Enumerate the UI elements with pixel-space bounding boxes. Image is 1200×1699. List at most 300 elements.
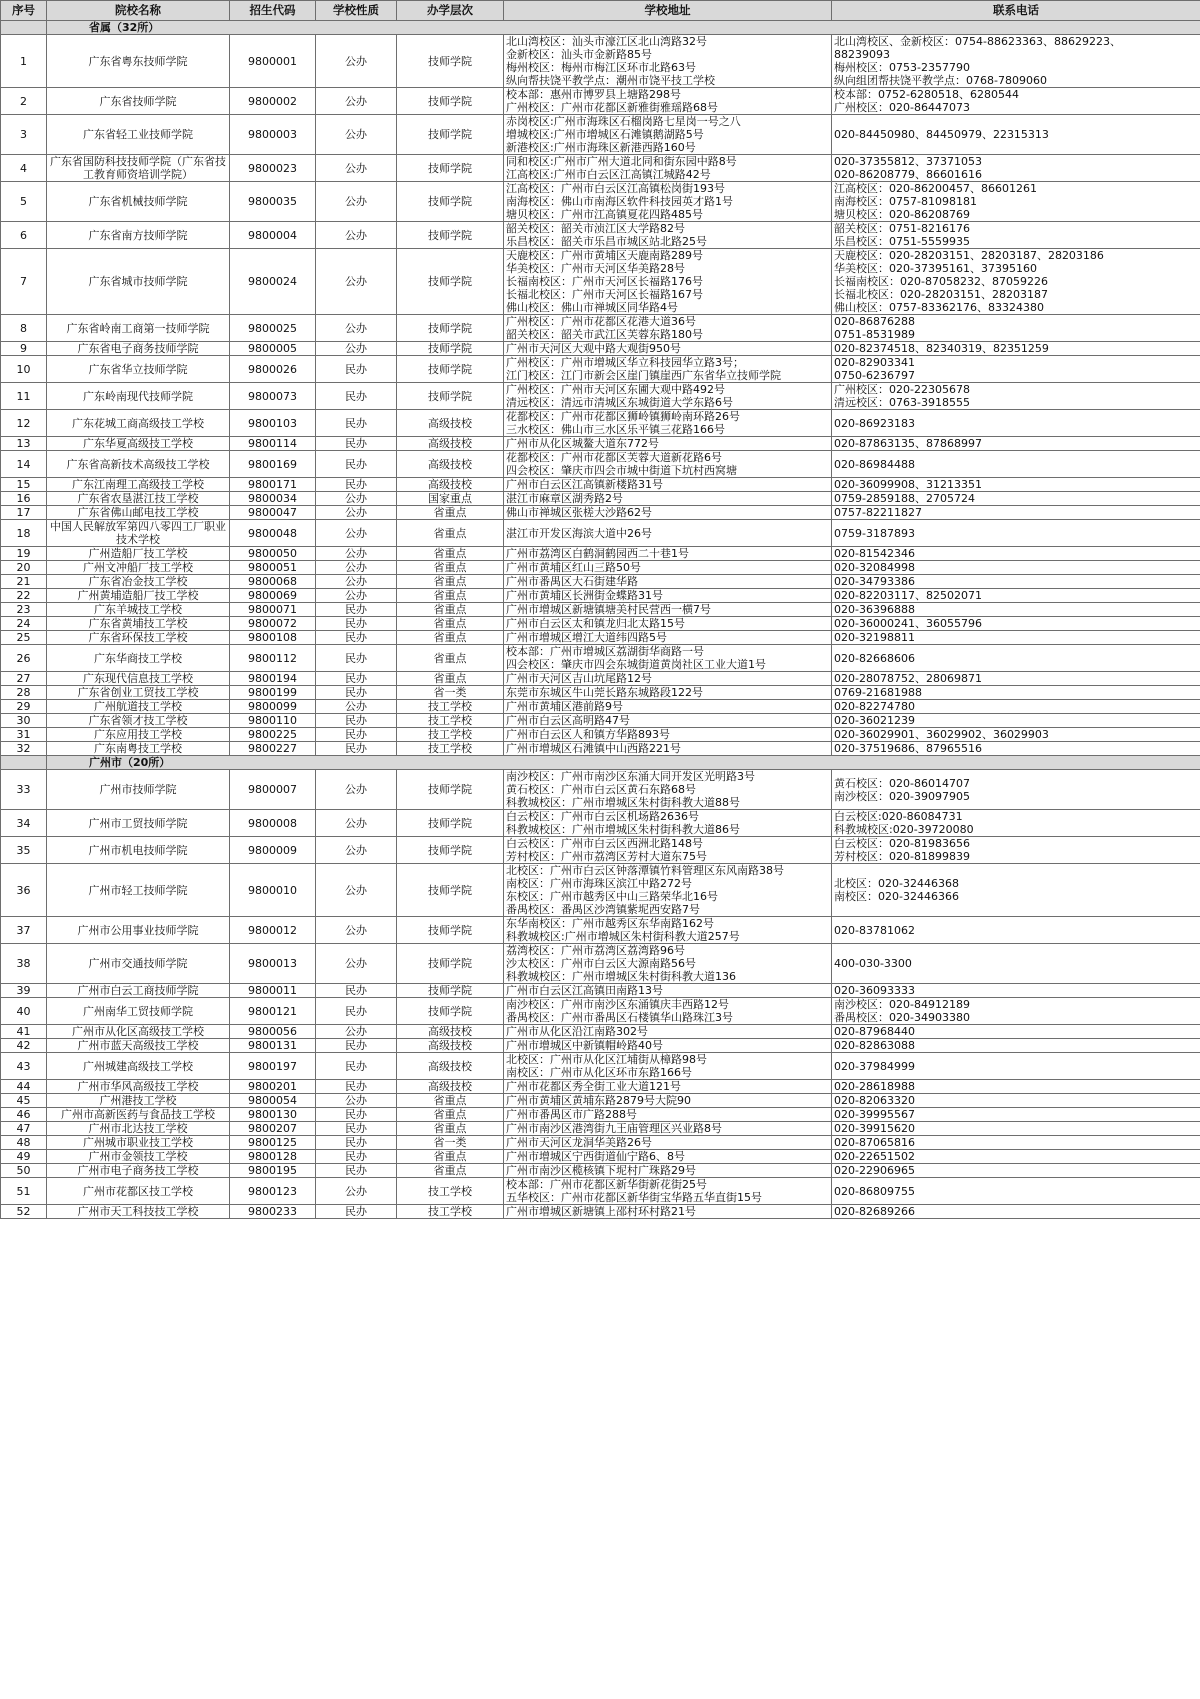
school-code: 9800024 <box>230 249 316 315</box>
school-nature: 民办 <box>316 645 397 672</box>
school-phone: 020-86984488 <box>832 451 1200 478</box>
school-code: 9800004 <box>230 222 316 249</box>
school-level: 省重点 <box>397 1094 504 1108</box>
school-name: 广州市花都区技工学校 <box>47 1178 230 1205</box>
school-address: 广州市番禺区大石街建华路 <box>504 575 832 589</box>
school-name: 广州市公用事业技师学院 <box>47 917 230 944</box>
school-address: 广州市黄埔区黄埔东路2879号大院90 <box>504 1094 832 1108</box>
row-no: 36 <box>1 864 47 917</box>
school-address: 广州市白云区太和镇龙归北太路15号 <box>504 617 832 631</box>
header-name: 院校名称 <box>47 1 230 21</box>
row-no: 43 <box>1 1053 47 1080</box>
school-code: 9800108 <box>230 631 316 645</box>
table-row <box>1 155 1200 182</box>
school-phone: 020-81542346 <box>832 547 1200 561</box>
school-level: 技师学院 <box>397 249 504 315</box>
row-no: 18 <box>1 520 47 547</box>
table-row <box>1 1164 1200 1178</box>
school-nature: 公办 <box>316 506 397 520</box>
school-phone: 020-83781062 <box>832 917 1200 944</box>
school-nature: 公办 <box>316 810 397 837</box>
row-no: 49 <box>1 1150 47 1164</box>
school-phone: 0757-82211827 <box>832 506 1200 520</box>
school-address: 广州市从化区沿江南路302号 <box>504 1025 832 1039</box>
school-name: 广州市高新医药与食品技工学校 <box>47 1108 230 1122</box>
school-level: 技工学校 <box>397 728 504 742</box>
school-phone: 广州校区：020-22305678 清远校区：0763-3918555 <box>832 383 1200 410</box>
school-code: 9800073 <box>230 383 316 410</box>
school-nature: 民办 <box>316 617 397 631</box>
school-code: 9800011 <box>230 984 316 998</box>
school-address: 广州市黄埔区港前路9号 <box>504 700 832 714</box>
school-nature: 民办 <box>316 1122 397 1136</box>
school-level: 技工学校 <box>397 700 504 714</box>
school-address: 同和校区:广州市广州大道北同和街东园中路8号 江高校区:广州市白云区江高镇江城路42号 <box>504 155 832 182</box>
row-no: 23 <box>1 603 47 617</box>
school-code: 9800035 <box>230 182 316 222</box>
row-no: 20 <box>1 561 47 575</box>
school-code: 9800026 <box>230 356 316 383</box>
table-row <box>1 1039 1200 1053</box>
school-address: 花都校区：广州市花都区狮岭镇狮岭南环路26号 三水校区：佛山市三水区乐平镇三花路166号 <box>504 410 832 437</box>
school-nature: 公办 <box>316 547 397 561</box>
row-no: 30 <box>1 714 47 728</box>
school-code: 9800121 <box>230 998 316 1025</box>
school-nature: 公办 <box>316 589 397 603</box>
table-row <box>1 1150 1200 1164</box>
table-row <box>1 984 1200 998</box>
school-level: 高级技校 <box>397 437 504 451</box>
school-level: 技师学院 <box>397 342 504 356</box>
school-nature: 民办 <box>316 1053 397 1080</box>
section-blank-cell <box>1 21 47 35</box>
school-name: 广东省农垦湛江技工学校 <box>47 492 230 506</box>
table-row <box>1 1178 1200 1205</box>
school-level: 技师学院 <box>397 155 504 182</box>
school-code: 9800007 <box>230 770 316 810</box>
school-level: 技工学校 <box>397 742 504 756</box>
school-code: 9800068 <box>230 575 316 589</box>
row-no: 45 <box>1 1094 47 1108</box>
school-level: 技工学校 <box>397 714 504 728</box>
school-name: 中国人民解放军第四八零四工厂职业技术学校 <box>47 520 230 547</box>
school-address: 广州校区：广州市天河区东圃大观中路492号 清远校区：清远市清城区东城街道大学东路6号 <box>504 383 832 410</box>
header-level: 办学层次 <box>397 1 504 21</box>
school-level: 省重点 <box>397 617 504 631</box>
school-name: 广州市轻工技师学院 <box>47 864 230 917</box>
table-row <box>1 356 1200 383</box>
school-address: 东华南校区：广州市越秀区东华南路162号 科教城校区:广州市增城区朱村街科教大道257号 <box>504 917 832 944</box>
school-name: 广州市华风高级技工学校 <box>47 1080 230 1094</box>
school-name: 广东省领才技工学校 <box>47 714 230 728</box>
row-no: 33 <box>1 770 47 810</box>
row-no: 40 <box>1 998 47 1025</box>
school-nature: 公办 <box>316 1094 397 1108</box>
school-address: 广州校区：广州市增城区华立科技园华立路3号； 江门校区：江门市新会区崖门镇崖西广东省华立技师学院 <box>504 356 832 383</box>
school-code: 9800233 <box>230 1205 316 1219</box>
table-row <box>1 315 1200 342</box>
school-phone: 白云校区:020-86084731 科教城校区:020-39720080 <box>832 810 1200 837</box>
school-name: 广州市交通技师学院 <box>47 944 230 984</box>
school-address: 广州市白云区高明路47号 <box>504 714 832 728</box>
school-nature: 民办 <box>316 1136 397 1150</box>
table-row <box>1 115 1200 155</box>
school-name: 广州黄埔造船厂技工学校 <box>47 589 230 603</box>
school-address: 广州市天河区龙洞华美路26号 <box>504 1136 832 1150</box>
school-level: 省重点 <box>397 1164 504 1178</box>
school-level: 高级技校 <box>397 451 504 478</box>
school-name: 广东省高新技术高级技工学校 <box>47 451 230 478</box>
school-level: 省重点 <box>397 589 504 603</box>
school-nature: 公办 <box>316 770 397 810</box>
school-address: 广州市黄埔区长洲街金蝶路31号 <box>504 589 832 603</box>
school-code: 9800227 <box>230 742 316 756</box>
school-phone: 020-82689266 <box>832 1205 1200 1219</box>
school-phone: 020-37984999 <box>832 1053 1200 1080</box>
school-phone: 020-28618988 <box>832 1080 1200 1094</box>
school-nature: 民办 <box>316 1205 397 1219</box>
school-name: 广州市金领技工学校 <box>47 1150 230 1164</box>
school-nature: 民办 <box>316 1080 397 1094</box>
school-phone: 020-22651502 <box>832 1150 1200 1164</box>
school-address: 白云校区：广州市白云区机场路2636号 科教城校区：广州市增城区朱村街科教大道86号 <box>504 810 832 837</box>
school-code: 9800130 <box>230 1108 316 1122</box>
table-row <box>1 342 1200 356</box>
school-name: 广州市北达技工学校 <box>47 1122 230 1136</box>
school-address: 北山湾校区：汕头市濠江区北山湾路32号 金新校区：汕头市金新路85号 梅州校区：梅州市梅江区环市北路63号 纵向帮扶饶平教学点：潮州市饶平技工学校 <box>504 35 832 88</box>
school-code: 9800071 <box>230 603 316 617</box>
header-address: 学校地址 <box>504 1 832 21</box>
table-row <box>1 728 1200 742</box>
school-nature: 公办 <box>316 88 397 115</box>
school-name: 广州市工贸技师学院 <box>47 810 230 837</box>
table-row <box>1 35 1200 88</box>
school-name: 广东省轻工业技师学院 <box>47 115 230 155</box>
table-row <box>1 1136 1200 1150</box>
table-row <box>1 1122 1200 1136</box>
school-phone: 020-87863135、87868997 <box>832 437 1200 451</box>
school-code: 9800023 <box>230 155 316 182</box>
school-level: 技师学院 <box>397 984 504 998</box>
school-name: 广东华夏高级技工学校 <box>47 437 230 451</box>
school-phone: 020-39995567 <box>832 1108 1200 1122</box>
school-address: 广州市天河区吉山坑尾路12号 <box>504 672 832 686</box>
row-no: 7 <box>1 249 47 315</box>
school-name: 广州市白云工商技师学院 <box>47 984 230 998</box>
school-phone: 韶关校区：0751-8216176 乐昌校区：0751-5559935 <box>832 222 1200 249</box>
school-code: 9800114 <box>230 437 316 451</box>
row-no: 32 <box>1 742 47 756</box>
school-code: 9800197 <box>230 1053 316 1080</box>
school-name: 广东省机械技师学院 <box>47 182 230 222</box>
row-no: 51 <box>1 1178 47 1205</box>
school-level: 技师学院 <box>397 222 504 249</box>
school-name: 广东省佛山邮电技工学校 <box>47 506 230 520</box>
school-address: 湛江市麻章区湖秀路2号 <box>504 492 832 506</box>
school-code: 9800047 <box>230 506 316 520</box>
school-nature: 公办 <box>316 115 397 155</box>
school-address: 湛江市开发区海滨大道中26号 <box>504 520 832 547</box>
school-code: 9800225 <box>230 728 316 742</box>
school-nature: 民办 <box>316 672 397 686</box>
school-name: 广东省技师学院 <box>47 88 230 115</box>
school-level: 技师学院 <box>397 182 504 222</box>
row-no: 38 <box>1 944 47 984</box>
school-address: 南沙校区：广州市南沙区东涌镇庆丰西路12号 番禺校区：广州市番禺区石楼镇华山路珠江3号 <box>504 998 832 1025</box>
school-name: 广州南华工贸技师学院 <box>47 998 230 1025</box>
school-phone: 020-82203117、82502071 <box>832 589 1200 603</box>
table-row <box>1 1080 1200 1094</box>
school-address: 校本部：广州市花都区新华街新花街25号 五华校区：广州市花都区新华街宝华路五华直街15号 <box>504 1178 832 1205</box>
header-code: 招生代码 <box>230 1 316 21</box>
school-level: 省重点 <box>397 603 504 617</box>
school-level: 省重点 <box>397 547 504 561</box>
school-level: 技师学院 <box>397 998 504 1025</box>
school-level: 省一类 <box>397 1136 504 1150</box>
school-phone: 020-37355812、37371053 020-86208779、86601616 <box>832 155 1200 182</box>
school-code: 9800112 <box>230 645 316 672</box>
school-level: 高级技校 <box>397 478 504 492</box>
table-row <box>1 672 1200 686</box>
school-address: 广州市天河区大观中路大观街950号 <box>504 342 832 356</box>
school-address: 广州市荔湾区白鹤洞鹤园西二十巷1号 <box>504 547 832 561</box>
row-no: 29 <box>1 700 47 714</box>
school-nature: 公办 <box>316 561 397 575</box>
row-no: 12 <box>1 410 47 437</box>
school-name: 广东省岭南工商第一技师学院 <box>47 315 230 342</box>
school-phone: 天鹿校区：020-28203151、28203187、28203186 华美校区：020-37395161、37395160 长福南校区：020-87058232、87059226 长福北校区：020-28203151、28203187 佛山校区：0757-83362176、83324380 <box>832 249 1200 315</box>
school-name: 广东省南方技师学院 <box>47 222 230 249</box>
table-row <box>1 1094 1200 1108</box>
school-name: 广州市蓝天高级技工学校 <box>47 1039 230 1053</box>
school-level: 省重点 <box>397 672 504 686</box>
row-no: 11 <box>1 383 47 410</box>
school-code: 9800125 <box>230 1136 316 1150</box>
table-row <box>1 410 1200 437</box>
school-nature: 民办 <box>316 998 397 1025</box>
school-phone: 0759-2859188、2705724 <box>832 492 1200 506</box>
row-no: 31 <box>1 728 47 742</box>
school-name: 广州市电子商务技工学校 <box>47 1164 230 1178</box>
school-code: 9800003 <box>230 115 316 155</box>
school-phone: 020-82274780 <box>832 700 1200 714</box>
row-no: 42 <box>1 1039 47 1053</box>
school-name: 广东省环保技工学校 <box>47 631 230 645</box>
school-nature: 民办 <box>316 714 397 728</box>
section-title: 省属（32所） <box>47 21 1200 35</box>
school-level: 技师学院 <box>397 837 504 864</box>
school-address: 广州校区：广州市花都区花港大道36号 韶关校区：韶关市武江区芙蓉东路180号 <box>504 315 832 342</box>
school-code: 9800001 <box>230 35 316 88</box>
school-address: 广州市番禺区市广路288号 <box>504 1108 832 1122</box>
school-level: 高级技校 <box>397 1080 504 1094</box>
school-phone: 020-34793386 <box>832 575 1200 589</box>
school-name: 广州市机电技师学院 <box>47 837 230 864</box>
school-name: 广东南粤技工学校 <box>47 742 230 756</box>
table-row <box>1 589 1200 603</box>
school-level: 技师学院 <box>397 944 504 984</box>
school-name: 广州城市职业技工学校 <box>47 1136 230 1150</box>
school-phone: 白云校区：020-81983656 芳村校区：020-81899839 <box>832 837 1200 864</box>
school-nature: 民办 <box>316 742 397 756</box>
school-phone: 020-84450980、84450979、22315313 <box>832 115 1200 155</box>
school-phone: 黄石校区：020-86014707 南沙校区：020-39097905 <box>832 770 1200 810</box>
table-row <box>1 383 1200 410</box>
row-no: 52 <box>1 1205 47 1219</box>
table-row <box>1 714 1200 728</box>
section-blank-cell <box>1 756 47 770</box>
school-level: 技师学院 <box>397 115 504 155</box>
school-address: 赤岗校区:广州市海珠区石榴岗路七星岗一号之八 增城校区:广州市增城区石滩镇鹅湖路5号 新港校区:广州市海珠区新港西路160号 <box>504 115 832 155</box>
table-row <box>1 770 1200 810</box>
table-row <box>1 917 1200 944</box>
school-level: 技师学院 <box>397 917 504 944</box>
school-nature: 公办 <box>316 249 397 315</box>
school-address: 广州市增城区新塘镇塘美村民营西一横7号 <box>504 603 832 617</box>
header-no: 序号 <box>1 1 47 21</box>
school-nature: 公办 <box>316 837 397 864</box>
school-address: 广州市白云区江高镇田南路13号 <box>504 984 832 998</box>
table-row <box>1 617 1200 631</box>
row-no: 39 <box>1 984 47 998</box>
school-code: 9800201 <box>230 1080 316 1094</box>
table-row <box>1 631 1200 645</box>
table-row <box>1 222 1200 249</box>
row-no: 48 <box>1 1136 47 1150</box>
school-address: 广州市南沙区港湾街九王庙管理区兴业路8号 <box>504 1122 832 1136</box>
section-row <box>1 21 1200 35</box>
school-code: 9800056 <box>230 1025 316 1039</box>
school-level: 技师学院 <box>397 864 504 917</box>
row-no: 41 <box>1 1025 47 1039</box>
school-phone: 020-39915620 <box>832 1122 1200 1136</box>
table-row <box>1 1053 1200 1080</box>
school-level: 省重点 <box>397 1122 504 1136</box>
school-level: 技师学院 <box>397 356 504 383</box>
table-row <box>1 603 1200 617</box>
table-row <box>1 686 1200 700</box>
school-phone: 0759-3187893 <box>832 520 1200 547</box>
school-address: 广州市增城区石滩镇中山西路221号 <box>504 742 832 756</box>
school-address: 校本部：惠州市博罗县上塘路298号 广州校区：广州市花都区新雅街雅瑶路68号 <box>504 88 832 115</box>
row-no: 25 <box>1 631 47 645</box>
table-row <box>1 575 1200 589</box>
row-no: 2 <box>1 88 47 115</box>
table-row <box>1 437 1200 451</box>
school-name: 广州市技师学院 <box>47 770 230 810</box>
row-no: 3 <box>1 115 47 155</box>
school-level: 高级技校 <box>397 1039 504 1053</box>
school-code: 9800009 <box>230 837 316 864</box>
school-level: 省重点 <box>397 561 504 575</box>
school-phone: 020-86923183 <box>832 410 1200 437</box>
row-no: 16 <box>1 492 47 506</box>
school-level: 高级技校 <box>397 1053 504 1080</box>
school-phone: 020-28078752、28069871 <box>832 672 1200 686</box>
school-address: 广州市白云区江高镇新楼路31号 <box>504 478 832 492</box>
school-level: 省重点 <box>397 1108 504 1122</box>
header-row <box>1 1 1200 21</box>
school-code: 9800194 <box>230 672 316 686</box>
school-level: 技师学院 <box>397 810 504 837</box>
school-code: 9800051 <box>230 561 316 575</box>
table-row <box>1 810 1200 837</box>
table-row <box>1 88 1200 115</box>
school-nature: 公办 <box>316 35 397 88</box>
row-no: 28 <box>1 686 47 700</box>
school-code: 9800002 <box>230 88 316 115</box>
school-nature: 民办 <box>316 356 397 383</box>
school-level: 省重点 <box>397 506 504 520</box>
table-row <box>1 547 1200 561</box>
school-address: 广州市黄埔区红山三路50号 <box>504 561 832 575</box>
row-no: 5 <box>1 182 47 222</box>
school-phone: 020-37519686、87965516 <box>832 742 1200 756</box>
school-code: 9800131 <box>230 1039 316 1053</box>
school-level: 高级技校 <box>397 410 504 437</box>
table-row <box>1 478 1200 492</box>
table-body <box>1 21 1200 1219</box>
table-row <box>1 451 1200 478</box>
school-phone: 020-36396888 <box>832 603 1200 617</box>
school-code: 9800207 <box>230 1122 316 1136</box>
school-phone: 江高校区：020-86200457、86601261 南海校区：0757-81098181 塘贝校区：020-86208769 <box>832 182 1200 222</box>
school-phone: 400-030-3300 <box>832 944 1200 984</box>
school-phone: 020-36021239 <box>832 714 1200 728</box>
row-no: 27 <box>1 672 47 686</box>
school-level: 省重点 <box>397 575 504 589</box>
school-nature: 民办 <box>316 631 397 645</box>
school-level: 技工学校 <box>397 1178 504 1205</box>
row-no: 13 <box>1 437 47 451</box>
school-nature: 民办 <box>316 410 397 437</box>
school-nature: 公办 <box>316 575 397 589</box>
row-no: 17 <box>1 506 47 520</box>
school-phone: 020-36093333 <box>832 984 1200 998</box>
school-level: 国家重点 <box>397 492 504 506</box>
school-level: 省一类 <box>397 686 504 700</box>
school-phone: 020-32198811 <box>832 631 1200 645</box>
school-nature: 民办 <box>316 478 397 492</box>
school-name: 广东省创业工贸技工学校 <box>47 686 230 700</box>
school-nature: 民办 <box>316 984 397 998</box>
school-code: 9800008 <box>230 810 316 837</box>
table-row <box>1 561 1200 575</box>
school-nature: 公办 <box>316 492 397 506</box>
school-code: 9800025 <box>230 315 316 342</box>
school-nature: 民办 <box>316 451 397 478</box>
school-nature: 公办 <box>316 944 397 984</box>
school-phone: 0769-21681988 <box>832 686 1200 700</box>
school-level: 省重点 <box>397 520 504 547</box>
school-phone: 020-87968440 <box>832 1025 1200 1039</box>
school-name: 广东省城市技师学院 <box>47 249 230 315</box>
school-phone: 020-86809755 <box>832 1178 1200 1205</box>
school-name: 广州造船厂技工学校 <box>47 547 230 561</box>
school-address: 校本部：广州市增城区荔湖街华商路一号 四会校区：肇庆市四会东城街道黄岗社区工业大道1号 <box>504 645 832 672</box>
row-no: 46 <box>1 1108 47 1122</box>
school-address: 广州市增城区宁西街道仙宁路6、8号 <box>504 1150 832 1164</box>
table-row <box>1 837 1200 864</box>
row-no: 50 <box>1 1164 47 1178</box>
school-address: 白云校区：广州市白云区西洲北路148号 芳村校区：广州市荔湾区芳村大道东75号 <box>504 837 832 864</box>
school-address: 南沙校区：广州市南沙区东涌大同开发区光明路3号 黄石校区：广州市白云区黄石东路68号 科教城校区：广州市增城区朱村街科教大道88号 <box>504 770 832 810</box>
school-address: 广州市花都区秀全街工业大道121号 <box>504 1080 832 1094</box>
school-nature: 民办 <box>316 603 397 617</box>
school-nature: 民办 <box>316 686 397 700</box>
school-phone: 北校区：020-32446368 南校区：020-32446366 <box>832 864 1200 917</box>
row-no: 10 <box>1 356 47 383</box>
